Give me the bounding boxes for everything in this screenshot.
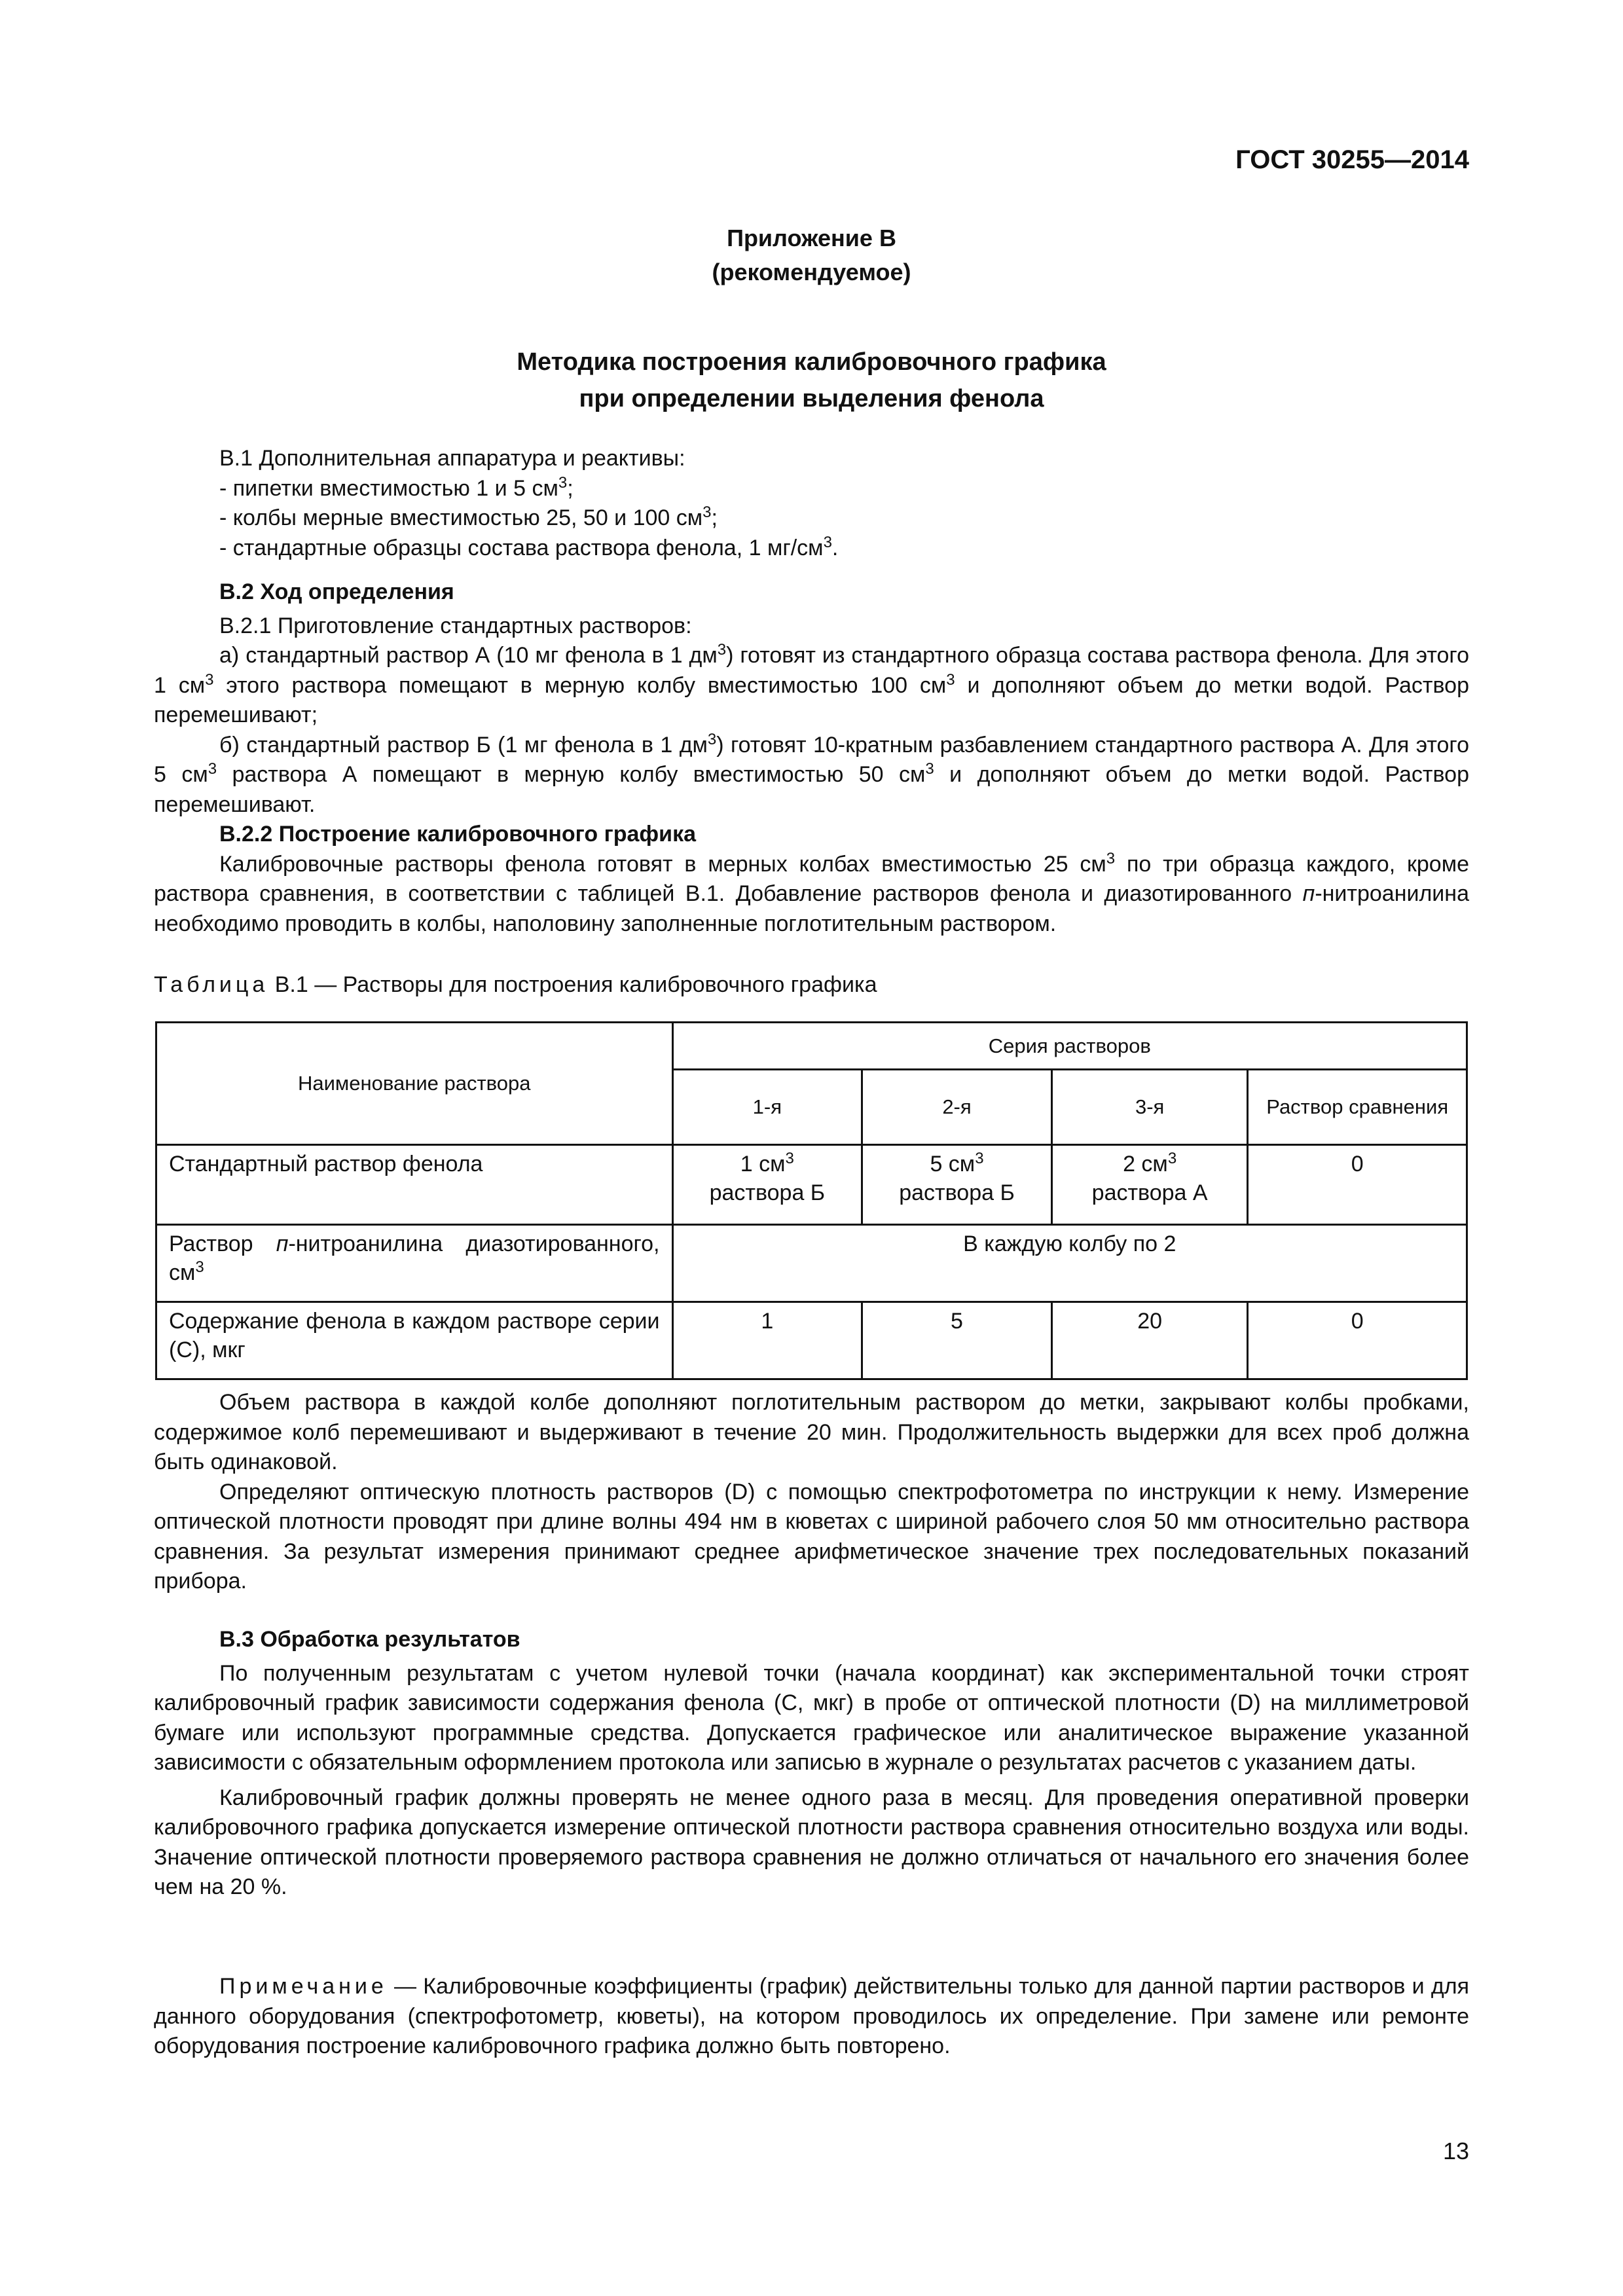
b1-item-1: - пипетки вместимостью 1 и 5 $см^3$; [219, 473, 574, 501]
b2-1-item-a: а) стандартный раствор А (10 мг фенола в 1 $дм^3$) готовят из стандартного образца состава раствора фенола. Для этого 1 $см^3$ этого раствора помещают в мерную колбу вместимостью 100 $см^3$ и дополняют объем до метки водой. Раствор перемешивают; [154, 641, 1470, 727]
row-nitroaniline-value: В каждую колбу по 2 [672, 1225, 1467, 1302]
header-col-1: 1-я [672, 1070, 862, 1145]
table-row [156, 1302, 1467, 1379]
row-phenol-content-c2: 5 [862, 1302, 1052, 1379]
row-standard-c3: 2 $см^3$ раствора А [1051, 1145, 1248, 1225]
b1-item-3: - стандартные образцы состава раствора фенола, 1 $мг/см^3$. [219, 533, 839, 560]
table-row [156, 1145, 1467, 1225]
page-number: 13 [1442, 2138, 1469, 2164]
row-nitroaniline-name: Раствор п-нитроанилина диазотированного, $см^3$ [156, 1225, 673, 1302]
header-solution-name: Наименование раствора [156, 1023, 673, 1145]
row-phenol-content-c4: 0 [1248, 1302, 1467, 1379]
note [154, 1972, 1469, 2062]
b1-intro: В.1 Дополнительная аппаратура и реактивы: [219, 446, 685, 471]
b1-item-2: - колбы мерные вместимостью 25, 50 и 100 $см^3$; [219, 503, 718, 530]
row-standard-c1: 1 $см^3$ раствора Б [672, 1145, 862, 1225]
b2-2-text: Калибровочные растворы фенола готовят в мерных колбах вместимостью 25 $см^3$ по три образца каждого, кроме раствора сравнения, в соответствии с таблицей В.1. Добавление растворов фенола и диазотированного п-нитроанилина необходимо проводить в колбы, наполовину заполненные поглотительным раствором. [154, 849, 1469, 936]
section-b3 [154, 1625, 1469, 1903]
table-caption-label: Таблица [154, 972, 269, 997]
b2-1-heading: В.2.1 Приготовление стандартных растворов: [219, 613, 692, 638]
row-standard-c2: 5 $см^3$ раствора Б [862, 1145, 1052, 1225]
solutions-table [155, 1021, 1468, 1380]
row-phenol-content-c3: 20 [1051, 1302, 1248, 1379]
table-row [156, 1225, 1467, 1302]
header-series: Серия растворов [672, 1023, 1467, 1070]
appendix-title: Приложение В [727, 225, 896, 251]
row-standard-c4: 0 [1248, 1145, 1467, 1225]
section-b1 [154, 444, 1469, 563]
standard-code: ГОСТ 30255—2014 [1235, 145, 1469, 174]
method-title-line1: Методика построения калибровочного графика [517, 348, 1106, 376]
appendix-status: (рекомендуемое) [712, 259, 911, 285]
table-caption-text: В.1 — Растворы для построения калибровочного графика [268, 972, 877, 997]
after-table-p2: Определяют оптическую плотность растворов (D) с помощью спектрофотометра по инструкции к нему. Измерение оптической плотности проводят при длине волны 494 нм в кюветах с шириной рабочего слоя 50 мм относительно раствора сравнения. За результат измерения принимают среднее арифметическое значение трех последовательных показаний прибора. [154, 1479, 1469, 1594]
row-phenol-content-c1: 1 [672, 1302, 862, 1379]
header-col-reference: Раствор сравнения [1248, 1070, 1467, 1145]
note-label: Примечание [219, 1974, 388, 1999]
method-title [154, 344, 1469, 417]
after-table-text [154, 1388, 1469, 1597]
b3-p2: Калибровочный график должны проверять не менее одного раза в месяц. Для проведения оперативной проверки калибровочного графика допускается измерение оптической плотности раствора сравнения относительно воздуха или воды. Значение оптической плотности проверяемого раствора сравнения не должно отличаться от начального его значения более чем на 20 %. [154, 1785, 1469, 1899]
appendix-heading [154, 221, 1469, 289]
b2-2-heading: В.2.2 Построение калибровочного графика [219, 822, 696, 847]
method-title-line2: при определении выделения фенола [579, 385, 1044, 412]
header-col-3: 3-я [1051, 1070, 1248, 1145]
b3-heading: В.3 Обработка результатов [219, 1627, 520, 1652]
row-phenol-content-name: Содержание фенола в каждом растворе серии (С), мкг [156, 1302, 673, 1379]
b2-heading: В.2 Ход определения [219, 579, 454, 604]
b2-1-item-b: б) стандартный раствор Б (1 мг фенола в 1 $дм^3$) готовят 10-кратным разбавлением стандартного раствора А. Для этого 5 $см^3$ раствора А помещают в мерную колбу вместимостью 50 $см^3$ и дополняют объем до метки водой. Раствор перемешивают. [154, 730, 1469, 817]
header-col-2: 2-я [862, 1070, 1052, 1145]
b3-p1: По полученным результатам с учетом нулевой точки (начала координат) как экспериментальной точки строят калибровочный график зависимости содержания фенола (С, мкг) в пробе от оптической плотности (D) на миллиметровой бумаге или используют программные средства. Допускается графическое или аналитическое выражение указанной зависимости с обязательным оформлением протокола или записью в журнале о результатах расчетов с указанием даты. [154, 1660, 1469, 1775]
row-standard-name: Стандартный раствор фенола [156, 1145, 673, 1225]
section-b2 [154, 577, 1469, 939]
after-table-p1: Объем раствора в каждой колбе дополняют поглотительным раствором до метки, закрывают колбы пробками, содержимое колб перемешивают и выдерживают в течение 20 мин. Продолжительность выдержки для всех проб должна быть одинаковой. [154, 1390, 1469, 1474]
note-text: — Калибровочные коэффициенты (график) действительны только для данной партии растворов и для данного оборудования (спектрофотометр, кюветы), на котором проводилось их определение. При замене или ремонте оборудования построение калибровочного графика должно быть повторено. [154, 1974, 1469, 2058]
table-caption [154, 970, 1469, 1000]
